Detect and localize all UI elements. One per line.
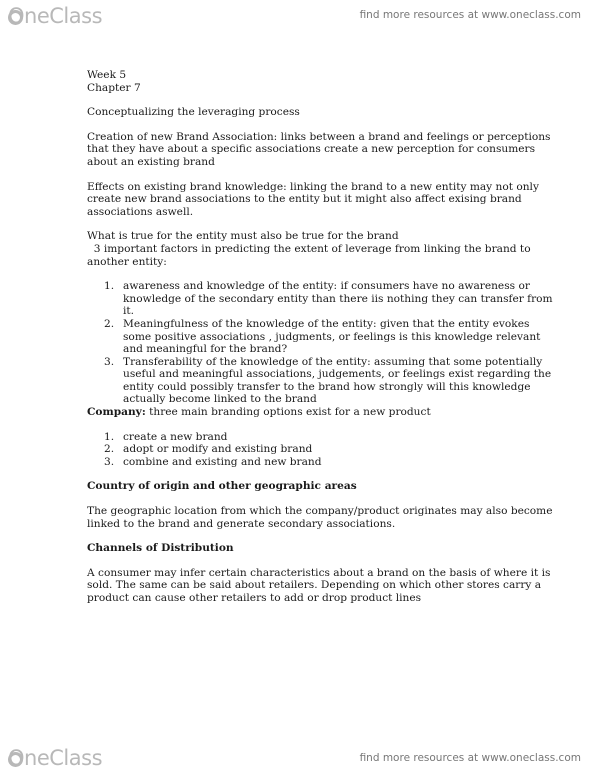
- list-item: [87, 443, 557, 456]
- company-text: three main branding options exist for a new product: [145, 406, 431, 419]
- logo-text: OneClass: [8, 4, 103, 28]
- list-text: create a new brand: [123, 430, 228, 443]
- factors-intro: 3 important factors in predicting the extent of leverage from linking the brand to another entity:: [87, 242, 534, 268]
- company-paragraph: [87, 406, 557, 419]
- list-number: 1.: [104, 430, 115, 443]
- list-text: Meaningfulness of the knowledge of the entity: given that the entity evokes some positive associations , judgments, or feelings is this knowledge relevant and meaningful for the brand?: [123, 317, 541, 356]
- channels-heading: Channels of Distribution: [87, 542, 234, 555]
- country-paragraph: The geographic location from which the company/product originates may also become linked to the brand and generate secondary associations.: [87, 505, 553, 530]
- oneclass-logo[interactable]: [8, 4, 102, 28]
- creation-paragraph: Creation of new Brand Association: links between a brand and feelings or perceptions that they have about a specific associations create a new perception for consumers about an existing brand: [87, 130, 551, 168]
- week-label: Week 5: [87, 69, 127, 81]
- list-text: combine and existing and new brand: [123, 455, 322, 468]
- list-item: [87, 356, 557, 406]
- country-heading: Country of origin and other geographic areas: [87, 480, 357, 493]
- document-body: [87, 69, 557, 605]
- oneclass-logo[interactable]: [8, 746, 102, 770]
- list-item: [87, 456, 557, 469]
- list-number: 3.: [104, 455, 115, 468]
- logo-text: OneClass: [8, 746, 103, 770]
- company-label: Company:: [87, 406, 146, 419]
- list-number: 2.: [104, 443, 115, 456]
- list-item: [87, 431, 557, 444]
- page-footer: [0, 740, 595, 770]
- truth-statement: What is true for the entity must also be true for the brand: [87, 230, 399, 243]
- list-item: [87, 280, 557, 318]
- list-text: adopt or modify and existing brand: [123, 443, 313, 456]
- effects-paragraph: Effects on existing brand knowledge: linking the brand to a new entity may not only create new brand associations to the entity but it might also affect exising brand associations aswell.: [87, 180, 539, 218]
- options-list: [87, 431, 557, 469]
- page-header: [0, 0, 595, 30]
- list-text: awareness and knowledge of the entity: if consumers have no awareness or knowledge of the secondary entity than there iis nothing they can transfer from it.: [123, 280, 553, 318]
- list-item: [87, 318, 557, 356]
- list-number: 1.: [104, 280, 115, 293]
- footer-tagline-link[interactable]: find more resources at www.oneclass.com: [359, 752, 581, 764]
- factors-list: [87, 280, 557, 406]
- list-number: 2.: [104, 317, 115, 330]
- section-heading: Conceptualizing the leveraging process: [87, 106, 300, 119]
- list-text: Transferability of the knowledge of the entity: assuming that some potentially useful and meaningful associations, judgements, or feelings exist regarding the entity could possibly transfer to the brand how strongly will this knowledge actually become linked to the brand: [123, 355, 552, 406]
- header-tagline-link[interactable]: find more resources at www.oneclass.com: [359, 9, 581, 21]
- list-number: 3.: [104, 355, 115, 368]
- chapter-label: Chapter 7: [87, 81, 141, 94]
- channels-paragraph: A consumer may infer certain characteristics about a brand on the basis of where it is sold. The same can be said about retailers. Depending on which other stores carry a product can cause other retailers to add or drop product lines: [87, 566, 551, 604]
